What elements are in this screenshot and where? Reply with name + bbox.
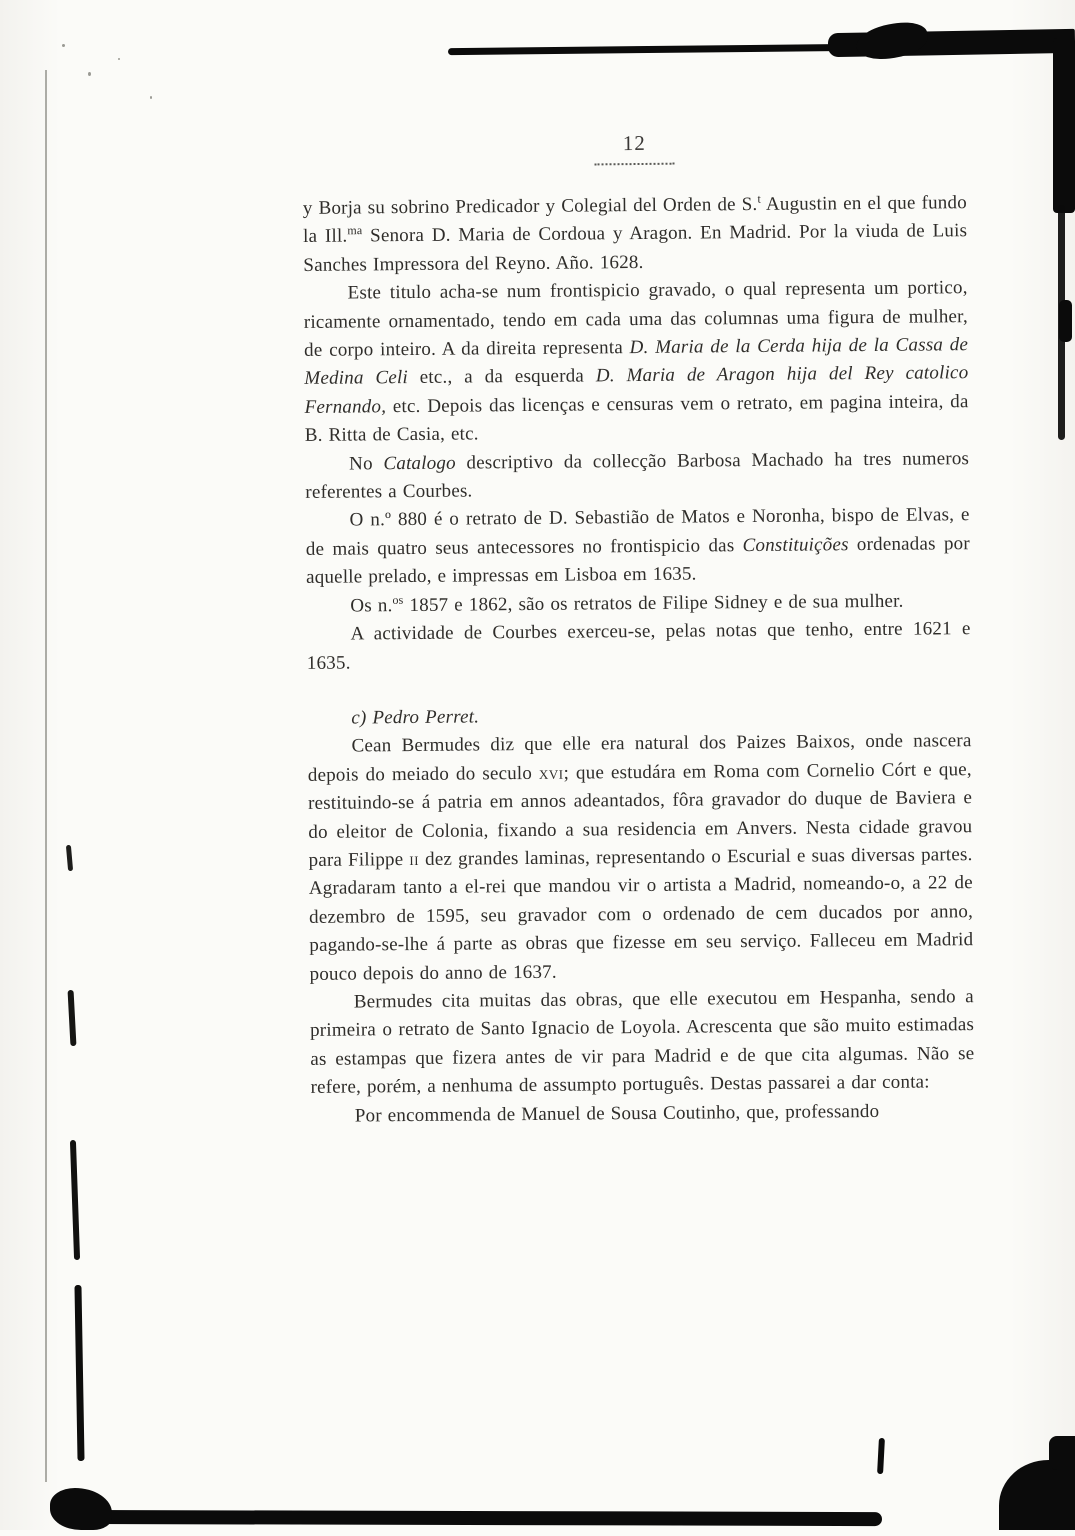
text-run: Bermudes cita muitas das obras, que elle executou em Hespanha, sendo a primeira o retrato de Santo Ignacio de Loyola. Acrescenta que são muito estimadas as estampas que fizera antes de vir para Madrid e de que cita algumas. Não se refere, porém, a nenhuma de assumpto português. Destas passarei a dar conta:	[310, 986, 974, 1098]
scan-speckle	[150, 96, 152, 99]
text-run: Senora D. Maria de Cordoua y Aragon. En Madrid. Por la viuda de Luis Sanches Impressora del Reyno. Año. 1628.	[303, 221, 967, 276]
text-run: ordenadas por aquelle prelado, e impressas em Lisboa em 1635.	[306, 533, 970, 588]
page-number: 12	[304, 128, 964, 159]
text-run: os	[392, 592, 403, 606]
text-run: etc., a da esquerda	[408, 366, 596, 389]
text-run: y Borja su sobrino Predicador y Colegial del Orden de S.	[303, 194, 758, 219]
text-run: D. Maria de la Cerda hija de la Cassa de Medina Celi	[304, 334, 968, 389]
paragraph	[310, 983, 975, 1102]
page-number-dotted-rule	[595, 163, 675, 166]
paragraph	[304, 274, 969, 450]
text-run: Constituições	[743, 534, 849, 556]
text-run: O n.º 880 é o retrato de D. Sebastião de Matos e Noronha, bispo de Elvas, e de mais quatro seus antecessores no frontispicio das	[306, 505, 970, 560]
text-run: Os n.	[350, 595, 392, 616]
text-run: xvi	[539, 762, 564, 783]
text-run: t	[757, 192, 761, 206]
paragraph	[307, 727, 973, 988]
scan-artifact-bottom-band	[56, 1510, 882, 1526]
text-run: ma	[347, 224, 362, 238]
text-run: dez grandes laminas, representando o Escurial e suas diversas partes. Agradaram tanto a el-rei que mandou vir o artista a Madrid, nomeando-o, a 22 de dezembro de 1595, seu gravador com o ordenado de cem ducados por anno, pagando-se-lhe á parte as obras que fizesse em seu serviço. Falleceu em Madrid pouco depois do anno de 1637.	[309, 844, 974, 984]
text-run: D. Maria de Aragon hija del Rey catolico Fernando,	[305, 363, 969, 418]
text-run: ii	[409, 849, 419, 870]
text-run: Este titulo acha-se num frontispicio gravado, o qual representa um portico, ricamente ornamentado, tendo em cada uma das columnas uma figura de mulher, de corpo inteiro. A da direita representa	[304, 277, 968, 361]
text-run: descriptivo da collecção Barbosa Machado ha tres numeros referentes a Courbes.	[305, 448, 969, 503]
text-run: A actividade de Courbes exerceu-se, pelas notas que tenho, entre 1621 e 1635.	[307, 618, 971, 673]
paragraph	[303, 189, 968, 280]
text-run: Cean Bermudes diz que elle era natural dos Paizes Baixos, onde nascera depois do meiado do seculo	[308, 730, 972, 785]
paragraph	[305, 445, 969, 508]
text-run: 1857 e 1862, são os retratos de Filipe Sidney e de sua mulher.	[403, 590, 903, 615]
text-block	[303, 189, 975, 1131]
page-header	[304, 128, 964, 168]
paragraph	[311, 1097, 975, 1131]
text-run: No	[349, 453, 384, 474]
paragraph	[306, 615, 970, 678]
scan-speckle	[88, 72, 91, 76]
paragraph	[305, 502, 970, 593]
text-run: Augustin en el que fundo la Ill.	[303, 192, 967, 247]
scan-artifact-right-mark	[1059, 300, 1072, 342]
scan-speckle	[62, 44, 65, 47]
text-run: Por encommenda de Manuel de Sousa Coutinho, que, professando	[355, 1101, 880, 1127]
text-run: etc. Depois das licenças e censuras vem o retrato, em pagina inteira, da B. Ritta de Casia, etc.	[305, 391, 969, 446]
scan-artifact-right-bar	[1053, 38, 1075, 213]
text-run: c) Pedro Perret.	[351, 706, 479, 728]
scan-artifact-bottom-right-step	[1049, 1436, 1075, 1470]
text-run: Catalogo	[383, 452, 456, 474]
scan-artifact-left-crease	[45, 70, 47, 1482]
text-run: ; que estudára em Roma com Cornelio Córt e que, restituindo-se á patria em annos adeantados, fôra gravador do duque de Baviera e do eleitor de Colonia, fixando a sua residencia em Anvers. Nesta cidade gravou para Filippe	[308, 759, 972, 871]
scan-speckle	[118, 58, 120, 60]
